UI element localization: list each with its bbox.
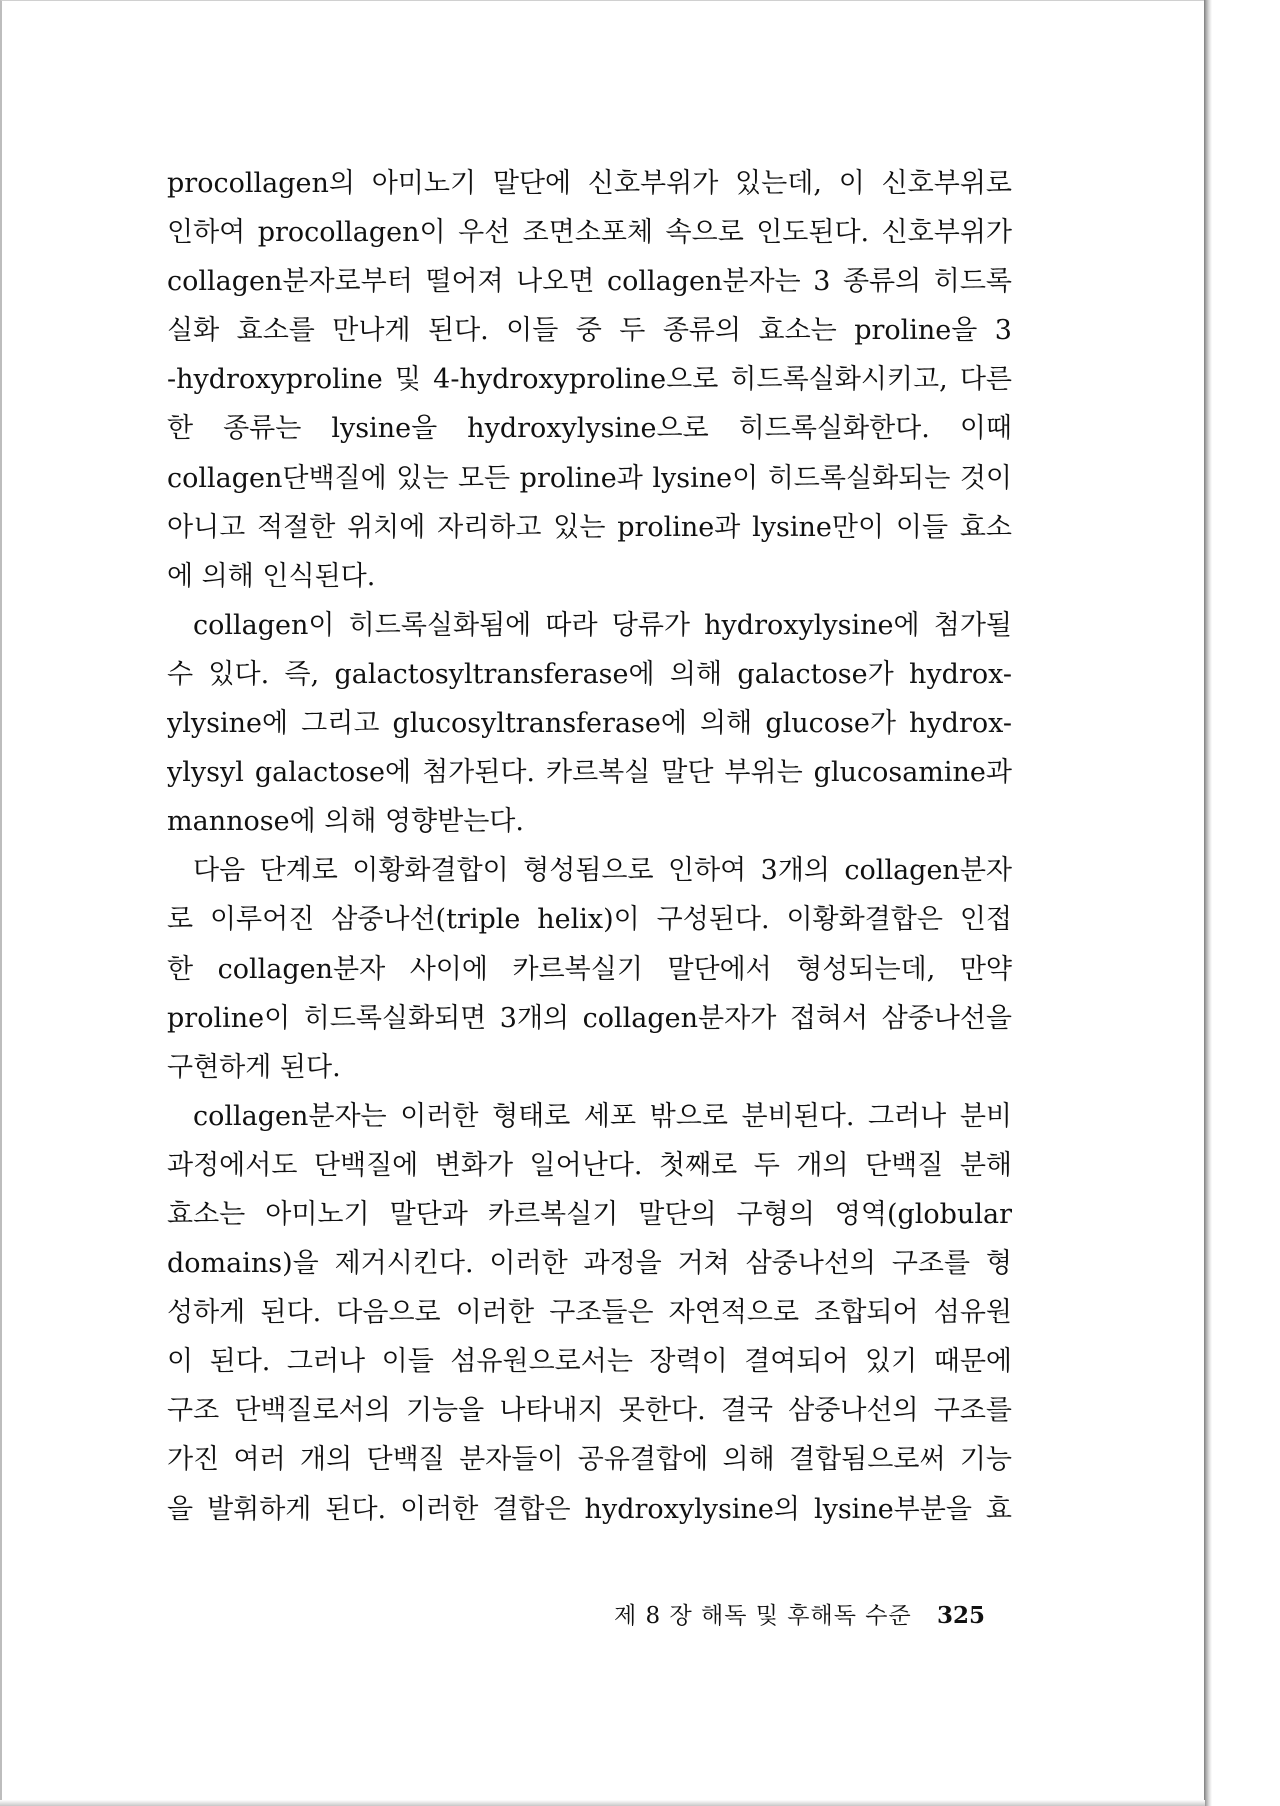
page-footer xyxy=(614,1597,984,1637)
text-line: 인하여 procollagen이 우선 조면소포체 속으로 인도된다. 신호부위가 xyxy=(167,217,1012,249)
text-line: procollagen의 아미노기 말단에 신호부위가 있는데, 이 신호부위로 xyxy=(167,168,1012,199)
text-line: collagen분자로부터 떨어져 나오면 collagen분자는 3 종류의 히드록 xyxy=(167,266,1012,298)
text-line: collagen단백질에 있는 모든 proline과 lysine이 히드록실화되는 것이 xyxy=(167,462,1012,494)
paragraph-end-line: 구현하게 된다. xyxy=(167,1051,341,1083)
text-line: 로 이루어진 삼중나선(triple helix)이 구성된다. 이황화결합은 인접 xyxy=(167,904,1012,936)
text-line: 효소는 아미노기 말단과 카르복실기 말단의 구형의 영역(globular xyxy=(167,1198,1012,1230)
text-line: 수 있다. 즉, galactosyltransferase에 의해 galactose가 hydrox- xyxy=(167,658,1012,690)
page-edge-shadow xyxy=(1204,0,1212,1806)
text-line: -hydroxyproline 및 4-hydroxyproline으로 히드록실화시키고, 다른 xyxy=(167,364,1012,396)
page-bottom-shadow xyxy=(0,1800,1205,1806)
text-line: 한 collagen분자 사이에 카르복실기 말단에서 형성되는데, 만약 xyxy=(167,953,1012,985)
text-line: proline이 히드록실화되면 3개의 collagen분자가 접혀서 삼중나선을 xyxy=(167,1002,1012,1034)
text-line: 한 종류는 lysine을 hydroxylysine으로 히드록실화한다. 이때 xyxy=(167,413,1012,445)
page-number: 325 xyxy=(937,1602,986,1629)
text-line: domains)을 제거시킨다. 이러한 과정을 거쳐 삼중나선의 구조를 형 xyxy=(167,1248,1012,1280)
paragraph-start-line: collagen분자는 이러한 형태로 세포 밖으로 분비된다. 그러나 분비 xyxy=(193,1100,1012,1132)
text-line: ylysyl galactose에 첨가된다. 카르복실 말단 부위는 glucosamine과 xyxy=(167,757,1012,789)
text-line: 과정에서도 단백질에 변화가 일어난다. 첫째로 두 개의 단백질 분해 xyxy=(167,1149,1012,1181)
running-head: 제 8 장 해독 및 후해독 수준 xyxy=(614,1603,912,1629)
text-line: ylysine에 그리고 glucosyltransferase에 의해 glucose가 hydrox- xyxy=(167,708,1012,740)
body-text xyxy=(167,159,1012,1534)
paragraph-end-line: mannose에 의해 영향받는다. xyxy=(167,806,524,838)
paragraph-end-line: 에 의해 인식된다. xyxy=(167,560,376,592)
text-line: 가진 여러 개의 단백질 분자들이 공유결합에 의해 결합됨으로써 기능 xyxy=(167,1444,1012,1476)
paragraph-start-line: 다음 단계로 이황화결합이 형성됨으로 인하여 3개의 collagen분자 xyxy=(193,855,1012,887)
paragraph-start-line: collagen이 히드록실화됨에 따라 당류가 hydroxylysine에 첨가될 xyxy=(193,609,1012,641)
text-line: 실화 효소를 만나게 된다. 이들 중 두 종류의 효소는 proline을 3 xyxy=(167,315,1012,347)
text-line: 성하게 된다. 다음으로 이러한 구조들은 자연적으로 조합되어 섬유원 xyxy=(167,1297,1012,1329)
text-line: 구조 단백질로서의 기능을 나타내지 못한다. 결국 삼중나선의 구조를 xyxy=(167,1395,1012,1427)
text-line: 이 된다. 그러나 이들 섬유원으로서는 장력이 결여되어 있기 때문에 xyxy=(167,1346,1012,1378)
text-line: 아니고 적절한 위치에 자리하고 있는 proline과 lysine만이 이들 효소 xyxy=(167,511,1012,543)
text-line: 을 발휘하게 된다. 이러한 결합은 hydroxylysine의 lysine부분을 효 xyxy=(167,1493,1012,1525)
